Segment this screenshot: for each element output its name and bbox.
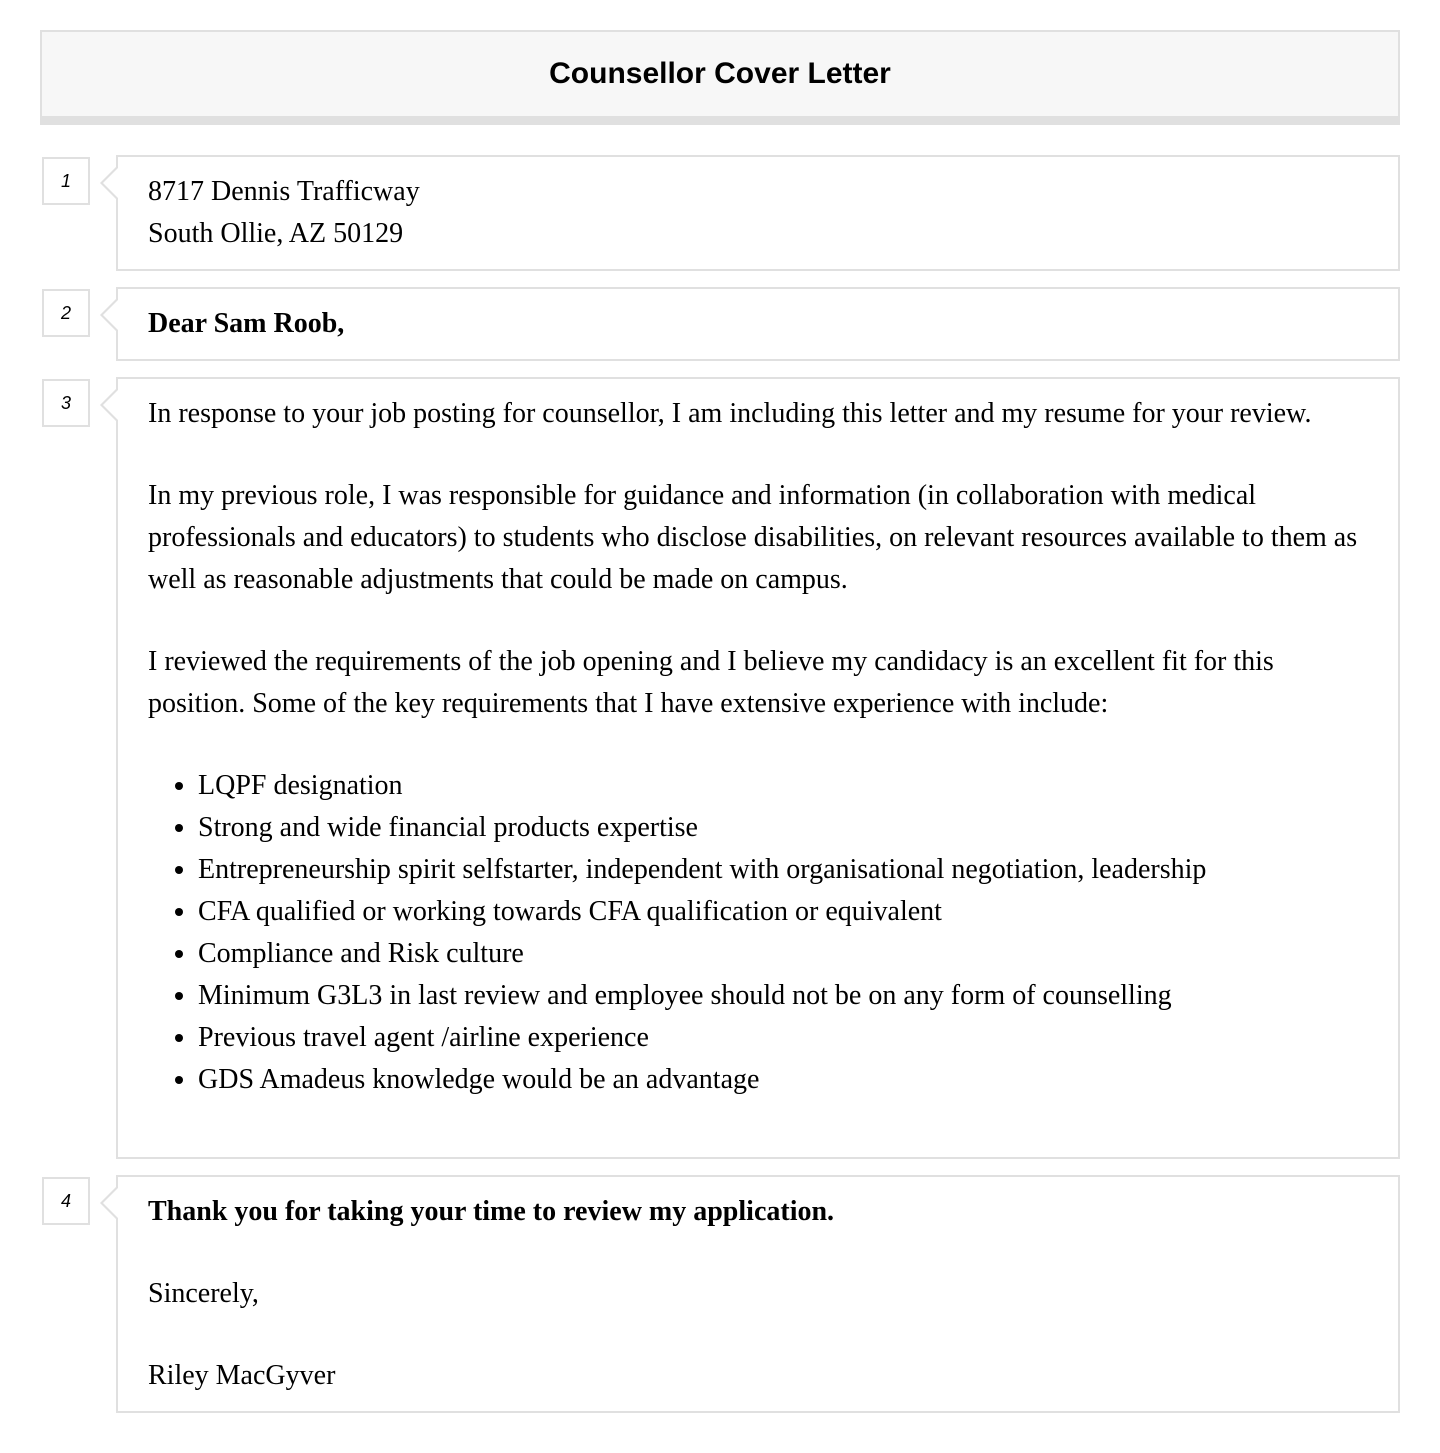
- section-box: [116, 155, 1400, 271]
- page-title: Counsellor Cover Letter: [549, 57, 891, 90]
- page-header: [40, 30, 1400, 116]
- section-box: [116, 377, 1400, 1159]
- requirement-item: • Compliance and Risk culture: [198, 933, 1368, 975]
- requirements-list: [148, 765, 1368, 1101]
- body-paragraph: In my previous role, I was responsible for guidance and information (in collaboration with medical professionals and educators) to students who disclose disabilities, on relevant resources available to them as well as reasonable adjustments that could be made on campus.: [148, 480, 1358, 595]
- section-box: [116, 1175, 1400, 1413]
- sign-off: Sincerely,: [148, 1278, 259, 1309]
- header-underline: [40, 116, 1400, 125]
- requirement-item: • Minimum G3L3 in last review and employee should not be on any form of counselling: [198, 975, 1368, 1017]
- section-box: [116, 287, 1400, 361]
- requirement-item: • Strong and wide financial products expertise: [198, 807, 1368, 849]
- requirement-item: • GDS Amadeus knowledge would be an advantage: [198, 1059, 1368, 1101]
- address-line-1: 8717 Dennis Trafficway: [148, 176, 420, 207]
- section-number: 2: [42, 289, 90, 337]
- salutation: Dear Sam Roob,: [148, 308, 345, 339]
- requirement-item: • Previous travel agent /airline experience: [198, 1017, 1368, 1059]
- pointer-arrow: [100, 297, 118, 333]
- section-number: 3: [42, 379, 90, 427]
- closing-statement: Thank you for taking your time to review my application.: [148, 1196, 835, 1227]
- body-paragraph: I reviewed the requirements of the job opening and I believe my candidacy is an excellent fit for this position. Some of the key requirements that I have extensive experience with include:: [148, 646, 1274, 719]
- signature: Riley MacGyver: [148, 1360, 336, 1391]
- body-paragraph: In response to your job posting for counsellor, I am including this letter and my resume for your review.: [148, 398, 1312, 429]
- section-number: 4: [42, 1177, 90, 1225]
- pointer-arrow: [100, 387, 118, 423]
- requirement-item: • Entrepreneurship spirit selfstarter, independent with organisational negotiation, leadership: [198, 849, 1368, 891]
- section-number: 1: [42, 157, 90, 205]
- pointer-arrow: [100, 1185, 118, 1221]
- requirement-item: • LQPF designation: [198, 765, 1368, 807]
- pointer-arrow: [100, 165, 118, 201]
- address-line-2: South Ollie, AZ 50129: [148, 218, 404, 249]
- requirement-item: • CFA qualified or working towards CFA qualification or equivalent: [198, 891, 1368, 933]
